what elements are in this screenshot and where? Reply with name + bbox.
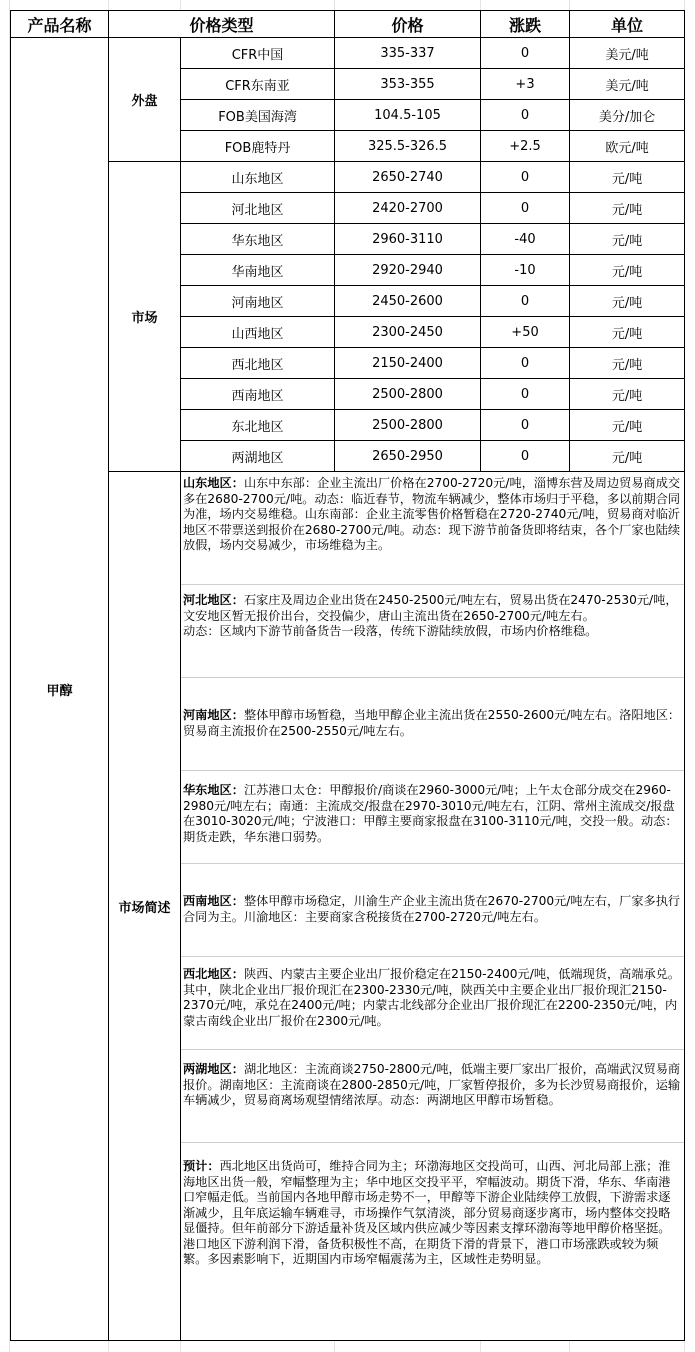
region-text: 山东中东部：企业主流出厂价格在2700-2720元/吨，淄博东营及周边贸易商成交多在2680-2700元/吨。动态：临近春节，物流车辆减少，整体市场归于平稳，多以前期合同为准，场内交易维稳。山东南部：企业主流零售价格暂稳在2720-2740元/吨，贸易商对临沂地区不带票送到报价在2680-2700元/吨。动态：现下游节前备货即将结束，各个厂家也陆续放假，场内交易减少，市场维稳为主。 <box>183 476 681 552</box>
header-change: 涨跌 <box>481 11 570 38</box>
unit-cell: 元/吨 <box>570 410 685 441</box>
price-cell: 104.5-105 <box>335 100 481 131</box>
region-text: 整体甲醇市场稳定，川渝生产企业主流出货在2670-2700元/吨左右，厂家多执行合同为主。川渝地区：主要商家含税接货在2700-2720元/吨左右。 <box>183 894 681 924</box>
unit-cell: 元/吨 <box>570 224 685 255</box>
price-cell: 2650-2950 <box>335 441 481 472</box>
change-cell: 0 <box>481 348 570 379</box>
region-label: 西北地区： <box>183 967 244 981</box>
region-label: 华东地区： <box>183 783 244 797</box>
price-cell: 2420-2700 <box>335 193 481 224</box>
unit-cell: 元/吨 <box>570 162 685 193</box>
forecast-label: 预计： <box>183 1159 220 1173</box>
price-cell: 2500-2800 <box>335 379 481 410</box>
change-cell: 0 <box>481 410 570 441</box>
change-cell: 0 <box>481 379 570 410</box>
region-label: 山东地区： <box>183 476 244 490</box>
price-cell: 2150-2400 <box>335 348 481 379</box>
unit-cell: 元/吨 <box>570 348 685 379</box>
region-text: 江苏港口太仓：甲醇报价/商谈在2960-3000元/吨；上午太仓部分成交在2960-2980元/吨左右；南通：主流成交/报盘在2970-3010元/吨左右，江阴、常州主流成交/报盘在3010-3020元/吨；宁波港口：甲醇主要商家报盘在3100-3110元/吨，交投一般。动态：期货走跌，华东港口弱势。 <box>183 783 678 844</box>
summary-huadong <box>181 771 684 863</box>
price-type-cell: CFR中国 <box>181 38 335 69</box>
header-unit: 单位 <box>570 11 685 38</box>
change-cell: 0 <box>481 286 570 317</box>
change-cell: 0 <box>481 441 570 472</box>
region-text: 湖北地区：主流商谈2750-2800元/吨，低端主要厂家出厂报价，高端武汉贸易商报价。湖南地区：主流商谈在2800-2850元/吨，厂家暂停报价，多为长沙贸易商报价，运输车辆减少，贸易商离场观望情绪浓厚。动态：两湖地区甲醇市场暂稳。 <box>183 1062 681 1107</box>
change-cell: +2.5 <box>481 131 570 162</box>
price-cell: 2650-2740 <box>335 162 481 193</box>
region-label: 河北地区： <box>183 593 244 607</box>
unit-cell: 美元/吨 <box>570 38 685 69</box>
change-cell: 0 <box>481 100 570 131</box>
summary-row <box>11 472 685 1341</box>
unit-cell: 元/吨 <box>570 317 685 348</box>
change-cell: 0 <box>481 38 570 69</box>
price-cell: 2300-2450 <box>335 317 481 348</box>
price-type-cell: 华南地区 <box>181 255 335 286</box>
unit-cell: 元/吨 <box>570 255 685 286</box>
price-cell: 335-337 <box>335 38 481 69</box>
region-text: 陕西、内蒙古主要企业出厂报价稳定在2150-2400元/吨，低端现货，高端承兑。其中，陕北企业出厂报价现汇在2300-2330元/吨，陕西关中主要企业出厂报价现汇2150-2370元/吨，承兑在2400元/吨；内蒙古北线部分企业出厂报价现汇在2200-2350元/吨，内蒙古南线企业出厂报价在2300元/吨。 <box>183 967 681 1028</box>
header-product: 产品名称 <box>11 11 109 38</box>
summary-hebei <box>181 585 684 677</box>
forecast-text: 西北地区出货尚可，维持合同为主；环渤海地区交投尚可，山西、河北局部上涨；淮海地区出货一般，窄幅整理为主；华中地区交投平平，窄幅波动。期货下滑，华东、华南港口窄幅走低。当前国内各地甲醇市场走势不一，甲醇等下游企业陆续停工放假，下游需求逐渐减少，且年底运输车辆难寻，市场操作气氛清淡，部分贸易商逐步离市，场内整体交投略显僵持。但年前部分下游适量补货及区域内供应减少等因素支撑环渤海等地甲醇价格坚挺。港口地区下游利润下滑，备货积极性不高，在期货下滑的背景下，港口市场涨跌或较为频繁。多因素影响下，近期国内市场窄幅震荡为主，区域性走势明显。 <box>183 1159 671 1266</box>
change-cell: 0 <box>481 193 570 224</box>
price-type-cell: 东北地区 <box>181 410 335 441</box>
price-type-cell: FOB美国海湾 <box>181 100 335 131</box>
region-text: 石家庄及周边企业出货在2450-2500元/吨左右，贸易出货在2470-2530元/吨，文安地区暂无报价出台，交投偏少，唐山主流出货在2650-2700元/吨左右。 <box>183 593 678 623</box>
table-row <box>11 162 685 193</box>
unit-cell: 美元/吨 <box>570 69 685 100</box>
price-cell: 2920-2940 <box>335 255 481 286</box>
price-type-cell: 华东地区 <box>181 224 335 255</box>
price-type-cell: 西北地区 <box>181 348 335 379</box>
change-cell: +3 <box>481 69 570 100</box>
price-type-cell: CFR东南亚 <box>181 69 335 100</box>
price-type-cell: 山东地区 <box>181 162 335 193</box>
price-type-cell: FOB鹿特丹 <box>181 131 335 162</box>
price-type-cell: 河南地区 <box>181 286 335 317</box>
region-text: 动态：区域内下游节前备货告一段落，传统下游陆续放假，市场内价格维稳。 <box>183 624 598 638</box>
unit-cell: 元/吨 <box>570 441 685 472</box>
region-text: 整体甲醇市场暂稳，当地甲醇企业主流出货在2550-2600元/吨左右。洛阳地区：贸易商主流报价在2500-2550元/吨左右。 <box>183 708 681 738</box>
header-row <box>11 11 685 38</box>
unit-cell: 元/吨 <box>570 193 685 224</box>
summary-lianghu <box>181 1050 684 1142</box>
unit-cell: 欧元/吨 <box>570 131 685 162</box>
price-type-cell: 河北地区 <box>181 193 335 224</box>
group-market: 市场 <box>109 162 181 472</box>
price-cell: 2960-3110 <box>335 224 481 255</box>
change-cell: +50 <box>481 317 570 348</box>
summary-cell <box>181 472 685 1341</box>
change-cell: -10 <box>481 255 570 286</box>
summary-henan <box>181 678 684 770</box>
summary-xinan <box>181 864 684 956</box>
group-summary: 市场简述 <box>109 472 181 1341</box>
unit-cell: 元/吨 <box>570 286 685 317</box>
price-type-cell: 西南地区 <box>181 379 335 410</box>
summary-forecast <box>181 1143 684 1339</box>
price-type-cell: 山西地区 <box>181 317 335 348</box>
price-cell: 2500-2800 <box>335 410 481 441</box>
change-cell: -40 <box>481 224 570 255</box>
group-external: 外盘 <box>109 38 181 162</box>
summary-xibei <box>181 957 684 1049</box>
unit-cell: 元/吨 <box>570 379 685 410</box>
price-cell: 2450-2600 <box>335 286 481 317</box>
product-name-cell: 甲醇 <box>11 38 109 1341</box>
summary-shandong <box>181 472 684 584</box>
region-label: 两湖地区： <box>183 1062 244 1076</box>
unit-cell: 美分/加仑 <box>570 100 685 131</box>
table-row <box>11 38 685 69</box>
methanol-price-table <box>10 10 685 1341</box>
header-price: 价格 <box>335 11 481 38</box>
price-cell: 325.5-326.5 <box>335 131 481 162</box>
price-cell: 353-355 <box>335 69 481 100</box>
region-label: 河南地区： <box>183 708 244 722</box>
header-price-type: 价格类型 <box>109 11 335 38</box>
region-label: 西南地区： <box>183 894 244 908</box>
price-type-cell: 两湖地区 <box>181 441 335 472</box>
change-cell: 0 <box>481 162 570 193</box>
